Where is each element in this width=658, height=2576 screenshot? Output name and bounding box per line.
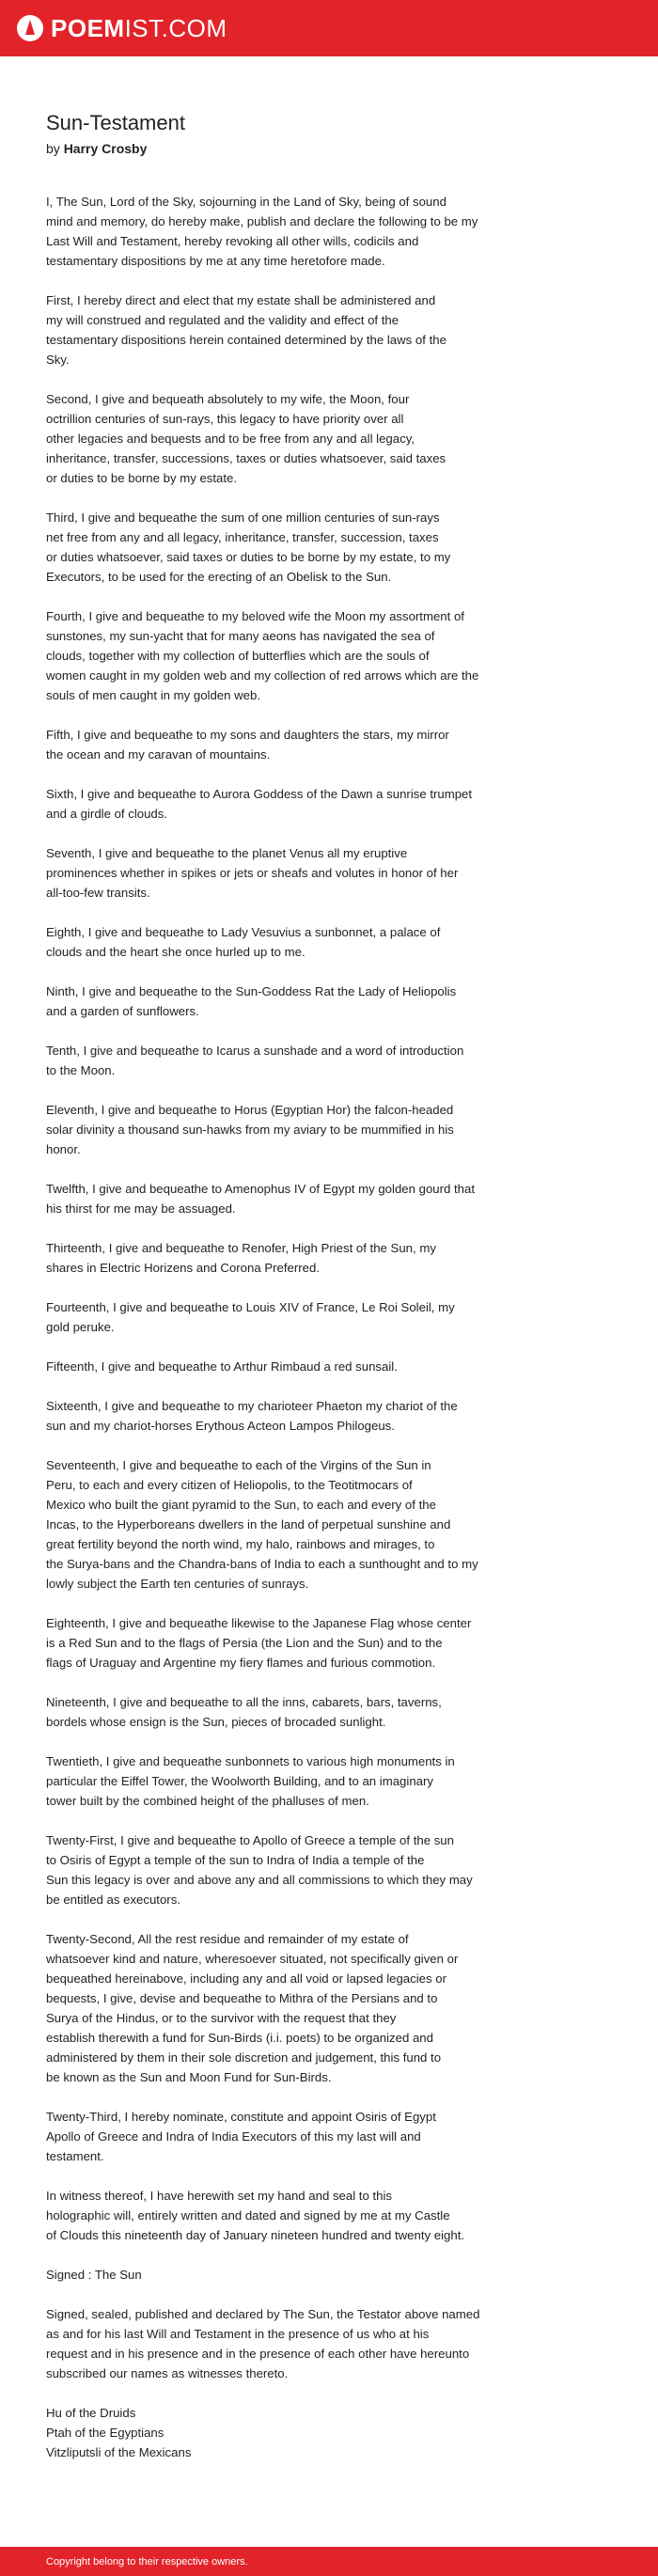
poem-line: other legacies and bequests and to be free from any and all legacy, xyxy=(46,432,415,446)
logo-light-text: IST.COM xyxy=(124,14,227,42)
poem-line: net free from any and all legacy, inheritance, transfer, succession, taxes xyxy=(46,530,439,544)
poem-line: be known as the Sun and Moon Fund for Sun-Birds. xyxy=(46,2070,332,2084)
poem-line: my will construed and regulated and the validity and effect of the xyxy=(46,313,400,327)
poem-line: Twelfth, I give and bequeathe to Amenophus IV of Egypt my golden gourd that xyxy=(46,1182,476,1196)
poem-line: and a girdle of clouds. xyxy=(46,807,168,821)
poem-line: prominences whether in spikes or jets or sheafs and volutes in honor of her xyxy=(46,866,459,880)
poem-line: or duties whatsoever, said taxes or duties to be borne by my estate, to my xyxy=(46,550,451,564)
poem-line: Third, I give and bequeathe the sum of one million centuries of sun-rays xyxy=(46,510,440,525)
poem-paragraph xyxy=(46,389,572,488)
byline-prefix: by xyxy=(46,141,60,156)
poem-paragraph xyxy=(46,1751,572,1811)
poem-line: great fertility beyond the north wind, my halo, rainbows and mirages, to xyxy=(46,1537,435,1551)
poem-line: mind and memory, do hereby make, publish and declare the following to be my xyxy=(46,214,478,228)
site-logo[interactable] xyxy=(51,16,227,40)
pen-nib-logo-icon[interactable] xyxy=(17,15,43,41)
poem-container xyxy=(46,109,572,2482)
poem-paragraph xyxy=(46,1692,572,1732)
poem-line: Ptah of the Egyptians xyxy=(46,2426,164,2440)
poem-line: Sky. xyxy=(46,353,70,367)
poem-line: bordels whose ensign is the Sun, pieces of brocaded sunlight. xyxy=(46,1715,386,1729)
poem-line: shares in Electric Horizens and Corona Preferred. xyxy=(46,1261,320,1275)
poem-line: tower built by the combined height of the phalluses of men. xyxy=(46,1794,369,1808)
poem-line: Sun this legacy is over and above any and all commissions to which they may xyxy=(46,1873,473,1887)
poem-line: clouds and the heart she once hurled up to me. xyxy=(46,945,306,959)
poem-line: gold peruke. xyxy=(46,1320,115,1334)
poem-line: Twenty-First, I give and bequeathe to Apollo of Greece a temple of the sun xyxy=(46,1833,454,1847)
poem-paragraph xyxy=(46,192,572,271)
poem-body xyxy=(46,192,572,2462)
poem-paragraph xyxy=(46,982,572,1021)
poem-line: Executors, to be used for the erecting of an Obelisk to the Sun. xyxy=(46,570,392,584)
poem-line: testamentary dispositions herein contained determined by the laws of the xyxy=(46,333,446,347)
poem-line: administered by them in their sole discretion and judgement, this fund to xyxy=(46,2050,442,2065)
poem-line: solar divinity a thousand sun-hawks from my aviary to be mummified in his xyxy=(46,1123,454,1137)
poem-line: bequests, I give, devise and bequeathe to Mithra of the Persians and to xyxy=(46,1991,438,2005)
copyright-text: Copyright belong to their respective owners. xyxy=(46,2555,248,2568)
poem-line: honor. xyxy=(46,1142,81,1156)
poem-line: Apollo of Greece and Indra of India Executors of this my last will and xyxy=(46,2129,421,2144)
poem-line: Fifth, I give and bequeathe to my sons and daughters the stars, my mirror xyxy=(46,728,449,742)
poem-line: Fourth, I give and bequeathe to my beloved wife the Moon my assortment of xyxy=(46,609,464,623)
poem-paragraph xyxy=(46,2403,572,2462)
poem-paragraph xyxy=(46,606,572,705)
poem-line: Nineteenth, I give and bequeathe to all the inns, cabarets, bars, taverns, xyxy=(46,1695,442,1709)
poem-line: women caught in my golden web and my collection of red arrows which are the xyxy=(46,668,479,683)
poem-paragraph xyxy=(46,1396,572,1436)
author-link[interactable]: Harry Crosby xyxy=(63,141,148,156)
poem-line: the ocean and my caravan of mountains. xyxy=(46,747,271,762)
poem-line: sun and my chariot-horses Erythous Acteon Lampos Philogeus. xyxy=(46,1419,395,1433)
poem-line: octrillion centuries of sun-rays, this legacy to have priority over all xyxy=(46,412,404,426)
site-footer xyxy=(0,2547,658,2576)
poem-line: I, The Sun, Lord of the Sky, sojourning in the Land of Sky, being of sound xyxy=(46,195,446,209)
poem-line: Seventeenth, I give and bequeathe to each of the Virgins of the Sun in xyxy=(46,1458,431,1472)
poem-paragraph xyxy=(46,1929,572,2087)
poem-line: Vitzliputsli of the Mexicans xyxy=(46,2445,192,2459)
poem-line: establish therewith a fund for Sun-Birds (i.i. poets) to be organized and xyxy=(46,2031,433,2045)
poem-paragraph xyxy=(46,1041,572,1080)
poem-paragraph xyxy=(46,843,572,903)
poem-line: Fifteenth, I give and bequeathe to Arthur Rimbaud a red sunsail. xyxy=(46,1359,398,1374)
poem-line: to Osiris of Egypt a temple of the sun to Indra of India a temple of the xyxy=(46,1853,425,1867)
poem-paragraph xyxy=(46,1179,572,1218)
poem-line: to the Moon. xyxy=(46,1063,116,1077)
site-header xyxy=(0,0,658,56)
poem-line: sunstones, my sun-yacht that for many aeons has navigated the sea of xyxy=(46,629,435,643)
poem-line: Signed, sealed, published and declared by The Sun, the Testator above named xyxy=(46,2307,480,2321)
poem-line: holographic will, entirely written and dated and signed by me at my Castle xyxy=(46,2208,450,2223)
poem-line: Sixth, I give and bequeathe to Aurora Goddess of the Dawn a sunrise trumpet xyxy=(46,787,473,801)
poem-line: Sixteenth, I give and bequeathe to my charioteer Phaeton my chariot of the xyxy=(46,1399,458,1413)
poem-line: request and in his presence and in the presence of each other have hereunto xyxy=(46,2347,470,2361)
poem-line: or duties to be borne by my estate. xyxy=(46,471,238,485)
poem-line: In witness thereof, I have herewith set my hand and seal to this xyxy=(46,2189,392,2203)
poem-paragraph xyxy=(46,1455,572,1594)
poem-paragraph xyxy=(46,1100,572,1159)
poem-line: Last Will and Testament, hereby revoking all other wills, codicils and xyxy=(46,234,419,248)
poem-line: Second, I give and bequeath absolutely to my wife, the Moon, four xyxy=(46,392,410,406)
poem-line: Eleventh, I give and bequeathe to Horus (Egyptian Hor) the falcon-headed xyxy=(46,1103,454,1117)
poem-line: whatsoever kind and nature, wheresoever situated, not specifically given or xyxy=(46,1952,459,1966)
poem-paragraph xyxy=(46,2186,572,2245)
byline xyxy=(46,139,572,158)
poem-line: Twenty-Second, All the rest residue and remainder of my estate of xyxy=(46,1932,409,1946)
poem-line: lowly subject the Earth ten centuries of sunrays. xyxy=(46,1577,309,1591)
poem-paragraph xyxy=(46,2304,572,2383)
poem-line: flags of Uraguay and Argentine my fiery flames and furious commotion. xyxy=(46,1656,436,1670)
poem-line: Thirteenth, I give and bequeathe to Renofer, High Priest of the Sun, my xyxy=(46,1241,436,1255)
poem-line: as and for his last Will and Testament in the presence of us who at his xyxy=(46,2327,430,2341)
poem-line: clouds, together with my collection of butterflies which are the souls of xyxy=(46,649,430,663)
poem-paragraph xyxy=(46,1613,572,1673)
poem-paragraph xyxy=(46,1357,572,1376)
poem-line: testamentary dispositions by me at any time heretofore made. xyxy=(46,254,385,268)
poem-line: be entitled as executors. xyxy=(46,1893,180,1907)
poem-paragraph xyxy=(46,784,572,824)
poem-paragraph xyxy=(46,1238,572,1278)
poem-paragraph xyxy=(46,2265,572,2285)
poem-paragraph xyxy=(46,508,572,587)
poem-line: Surya of the Hindus, or to the survivor with the request that they xyxy=(46,2011,397,2025)
poem-line: Mexico who built the giant pyramid to the Sun, to each and every of the xyxy=(46,1498,436,1512)
poem-line: Eighth, I give and bequeathe to Lady Vesuvius a sunbonnet, a palace of xyxy=(46,925,441,939)
logo-bold-text: POEM xyxy=(51,14,125,42)
poem-title: Sun-Testament xyxy=(46,111,185,134)
poem-line: souls of men caught in my golden web. xyxy=(46,688,260,702)
poem-line: bequeathed hereinabove, including any and all void or lapsed legacies or xyxy=(46,1971,446,1986)
poem-line: his thirst for me may be assuaged. xyxy=(46,1202,236,1216)
poem-line: Eighteenth, I give and bequeathe likewise to the Japanese Flag whose center xyxy=(46,1616,472,1630)
poem-line: Twenty-Third, I hereby nominate, constitute and appoint Osiris of Egypt xyxy=(46,2110,436,2124)
poem-line: and a garden of sunflowers. xyxy=(46,1004,199,1018)
poem-line: subscribed our names as witnesses thereto. xyxy=(46,2366,289,2380)
poem-paragraph xyxy=(46,2107,572,2166)
poem-line: Ninth, I give and bequeathe to the Sun-Goddess Rat the Lady of Heliopolis xyxy=(46,984,457,998)
poem-line: the Surya-bans and the Chandra-bans of India to each a sunthought and to my xyxy=(46,1557,478,1571)
poem-paragraph xyxy=(46,291,572,369)
poem-line: Tenth, I give and bequeathe to Icarus a sunshade and a word of introduction xyxy=(46,1044,464,1058)
poem-line: Signed : The Sun xyxy=(46,2268,142,2282)
poem-line: testament. xyxy=(46,2149,104,2163)
poem-line: all-too-few transits. xyxy=(46,886,150,900)
poem-line: Hu of the Druids xyxy=(46,2406,136,2420)
poem-line: First, I hereby direct and elect that my estate shall be administered and xyxy=(46,293,436,307)
poem-paragraph xyxy=(46,922,572,962)
poem-paragraph xyxy=(46,725,572,764)
poem-line: Incas, to the Hyperboreans dwellers in the land of perpetual sunshine and xyxy=(46,1517,451,1531)
poem-line: Twentieth, I give and bequeathe sunbonnets to various high monuments in xyxy=(46,1754,455,1768)
poem-paragraph xyxy=(46,1297,572,1337)
poem-line: of Clouds this nineteenth day of January nineteen hundred and twenty eight. xyxy=(46,2228,465,2242)
poem-line: Fourteenth, I give and bequeathe to Louis XIV of France, Le Roi Soleil, my xyxy=(46,1300,455,1314)
poem-paragraph xyxy=(46,1830,572,1909)
poem-line: particular the Eiffel Tower, the Woolworth Building, and to an imaginary xyxy=(46,1774,433,1788)
poem-line: Seventh, I give and bequeathe to the planet Venus all my eruptive xyxy=(46,846,408,860)
poem-line: Peru, to each and every citizen of Heliopolis, to the Teotitmocars of xyxy=(46,1478,413,1492)
poem-line: is a Red Sun and to the flags of Persia (the Lion and the Sun) and to the xyxy=(46,1636,443,1650)
poem-line: inheritance, transfer, successions, taxes or duties whatsoever, said taxes xyxy=(46,451,446,465)
